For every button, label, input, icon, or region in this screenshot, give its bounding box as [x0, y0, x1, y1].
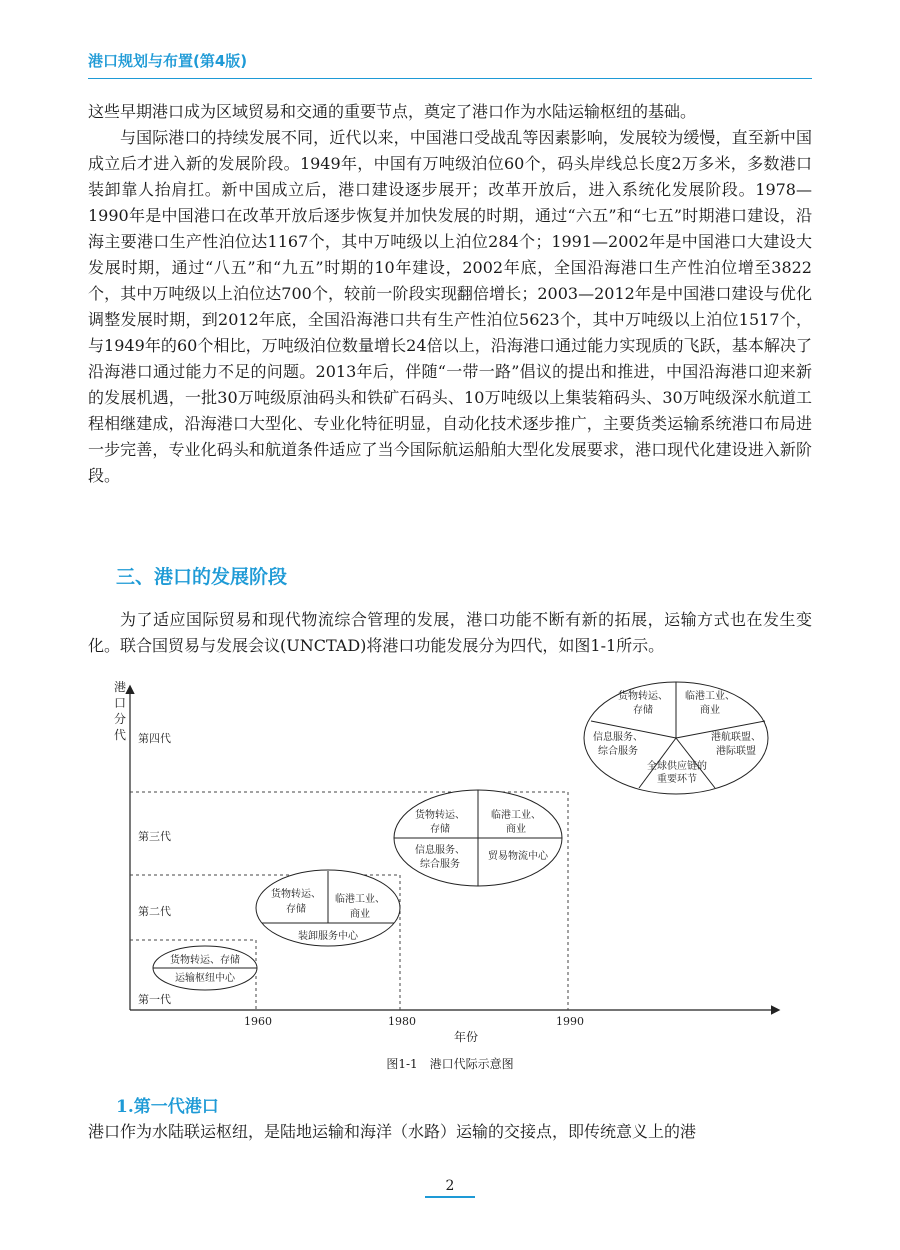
gen3-tr-line2: 商业 [506, 824, 526, 835]
gen4-tr-line2: 商业 [700, 705, 720, 716]
gen3-ellipse [394, 790, 562, 886]
gen4-ml-line1: 信息服务、 [593, 732, 643, 743]
x-tick-1960: 1960 [244, 1015, 272, 1028]
page-number: 2 [445, 1178, 455, 1194]
sub-heading: 1.第一代港口 [116, 1097, 219, 1117]
figure-caption: 图1-1 港口代际示意图 [386, 1057, 514, 1071]
paragraph-2: 与国际港口的持续发展不同，近代以来，中国港口受战乱等因素影响，发展较为缓慢，直至新中国成立后才进入新的发展阶段。1949年，中国有万吨级泊位60个，码头岸线总长度2万多米，多数港口装卸靠人抬肩扛。新中国成立后，港口建设逐步展开；改革开放后，进入系统化发展阶段。1978—1990年是中国港口在改革开放后逐步恢复并加快发展的时期，通过“六五”和“七五”时期港口建设，沿海主要港口生产性泊位达1167个，其中万吨级以上泊位284个；1991—2002年是中国港口大建设大发展时期，通过“八五”和“九五”时期的10年建设，2002年底，全国沿海港口生产性泊位增至3822个，其中万吨级以上泊位达700个，较前一阶段实现翻倍增长；2003—2012年是中国港口建设与优化调整发展时期，到2012年底，全国沿海港口共有生产性泊位5623个，其中万吨级以上泊位1517个，与1949年的60个相比，万吨级泊位数量增长24倍以上，沿海港口通过能力实现质的飞跃，基本解决了沿海港口通过能力不足的问题。2013年后，伴随“一带一路”倡议的提出和推进，中国沿海港口迎来新的发展机遇，一批30万吨级原油码头和铁矿石码头、10万吨级以上集装箱码头、30万吨级深水航道工程相继建成，沿海港口大型化、专业化特征明显，自动化技术逐步推广，主要货类运输系统港口布局进一步完善，专业化码头和航道条件适应了当今国际航运船舶大型化发展要求，港口现代化建设进入新阶段。 [88, 128, 812, 485]
generation-2-label: 第二代 [138, 905, 171, 918]
gen1-bottom-text: 运输枢纽中心 [175, 973, 235, 984]
gen2-left-line1: 货物转运、 [271, 889, 321, 900]
header-rule [88, 78, 812, 79]
generation-1-label: 第一代 [138, 993, 171, 1006]
x-tick-1980: 1980 [388, 1015, 416, 1028]
generation-3-label: 第三代 [138, 830, 171, 843]
gen3-bl-line1: 信息服务、 [415, 845, 465, 856]
gen3-tr-line1: 临港工业、 [491, 810, 541, 821]
gen4-b-line2: 重要环节 [657, 774, 697, 785]
gen1-ellipse [153, 946, 257, 990]
gen3-bl-line2: 综合服务 [420, 859, 460, 870]
page-number-rule [425, 1196, 475, 1198]
gen2-right-line2: 商业 [350, 909, 370, 920]
gen3-tl-line1: 货物转运、 [415, 810, 465, 821]
y-axis-label-3: 分 [114, 712, 127, 726]
gen4-b-line1: 全球供应链的 [647, 761, 707, 772]
gen2-bottom-text: 装卸服务中心 [298, 931, 358, 942]
y-axis-label-4: 代 [114, 728, 127, 742]
figure-svg [88, 675, 812, 1044]
gen4-mr-line2: 港际联盟 [716, 746, 756, 757]
gen3-br-text: 贸易物流中心 [488, 851, 548, 862]
port-generations-figure [88, 675, 812, 1044]
gen4-ml-line2: 综合服务 [598, 746, 638, 757]
gen2-left-line2: 存储 [286, 904, 306, 915]
running-header: 港口规划与布置(第4版) [88, 52, 248, 70]
gen1-top-text: 货物转运、存储 [170, 955, 240, 966]
x-axis-label: 年份 [454, 1030, 479, 1044]
gen4-tr-line1: 临港工业、 [685, 691, 735, 702]
gen4-mr-line1: 港航联盟、 [711, 732, 761, 743]
y-axis-label-1: 港 [114, 680, 127, 694]
gen3-tl-line2: 存储 [430, 824, 450, 835]
paragraph-4: 港口作为水陆联运枢纽，是陆地运输和海洋（水路）运输的交接点，即传统意义上的港 [88, 1122, 697, 1141]
gen2-ellipse [256, 870, 400, 946]
paragraph-1: 这些早期港口成为区域贸易和交通的重要节点，奠定了港口作为水陆运输枢纽的基础。 [88, 102, 697, 121]
gen4-ellipse [584, 682, 768, 794]
gen4-tl-line2: 存储 [633, 705, 653, 716]
x-tick-1990: 1990 [556, 1015, 584, 1028]
section-heading: 三、港口的发展阶段 [116, 566, 288, 588]
generation-4-label: 第四代 [138, 732, 171, 745]
gen2-right-line1: 临港工业、 [335, 894, 385, 905]
paragraph-3: 为了适应国际贸易和现代物流综合管理的发展，港口功能不断有新的拓展，运输方式也在发生变化。联合国贸易与发展会议(UNCTAD)将港口功能发展分为四代，如图1-1所示。 [88, 610, 812, 655]
gen4-tl-line1: 货物转运、 [618, 691, 668, 702]
y-axis-label-2: 口 [114, 696, 127, 710]
